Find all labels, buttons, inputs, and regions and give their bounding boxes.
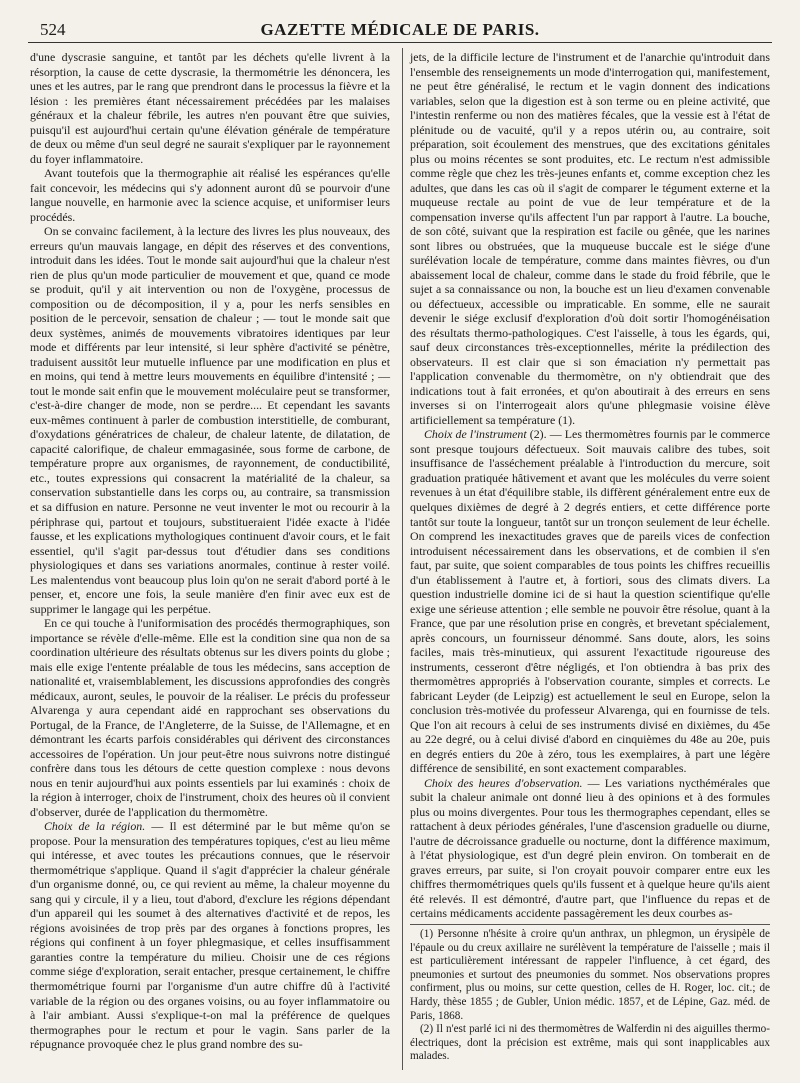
paragraph: d'une dyscrasie sanguine, et tantôt par les déchets qu'elle livrent à la résorption, la cause de cette dyscrasie, la thermométrie les dénoncera, les unes et les autres, par le rang que prendront dans le processus la fièvre et la lésion : les premières étant nécessairement précédées par les malaises généraux et la chaleur fébrile, les autres n'en pouvant être que suivies, puisqu'il est aujourd'hui certain qu'une élévation générale de température de deux ou même d'un seul degré ne saurait s'expliquer par le rayonnement du foyer inflammatoire. [30,50,390,166]
paragraph-text: — Les variations nycthémérales que subit la chaleur animale ont donné lieu à des opinions et à des formules plus ou moins divergentes. Pour tous les thermographes cependant, elles se rattachent à deux périodes générales, l'une d'ascension graduelle ou diurne, l'autre de décroissance graduelle ou nocturne, dont la différence maximum, à l'état physiologique, est d'un degré plein environ. On tomberait en de graves erreurs, par suite, si l'on croyait pouvoir comparer entre eux les chiffres thermométriques quels qu'ils fussent et à quelque heure qu'ils aient été relevés. Il est démontré, d'autre part, que l'influence du repas et de certains médicaments accidente passagèrement les deux courbes as- [410,775,770,921]
paragraph: jets, de la difficile lecture de l'instrument et de l'anarchie qu'introduit dans l'ensemble des renseignements un mode d'interrogation qui, manifestement, ne peut être généralisé, le rectum et le vagin donnent des indications variables, selon que la digestion est à son terme ou en pleine activité, que l'intestin renferme ou non des matières fécales, que la vessie est à l'état de plénitude ou de vacuité, qu'il y a repos utérin ou, au contraire, soit préparation, soit écoulement des menstrues, que des excitations génitales plus ou moins récentes se sont produites, etc. Le rectum n'est admissible comme règle que chez les très-jeunes enfants et, comme exception chez les adultes, que dans les cas où il s'agit de comparer le tégument externe et la muqueuse rectale au point de vue de leur température et de la compensation inverse qu'ils affectent l'un par rapport à l'autre. La bouche, de son côté, suivant que la respiration est facile ou gênée, que les narines sont libres ou obstruées, que la muqueuse buccale est le siége d'une surélévation locale de température, comme dans maintes fièvres, ou d'un abaissement local de chaleur, comme dans le stade du froid fébrile, que le sujet a sa connaissance ou non, la bouche est un lieu d'examen convenable ou défectueux, accessible ou impraticable. En somme, elle ne saurait devenir le siége exclusif d'exploration d'où doit sortir l'homogénéisation des résultats thermo-pathologiques. C'est l'aisselle, à tous les égards, qui, sauf deux circonstances très-exceptionnelles, mérite la prédilection des observateurs. Il est clair que si son émaciation n'y permettait pas l'application convenable du thermomètre, on n'y obtiendrait que des indications tout à fait erronées, et qu'on aboutirait à des erreurs en sens inverses si on l'interrogeait alors qu'une phlegmasie voisine élève artificiellement sa température (1). [410,50,770,427]
section-heading: Choix de la région. [44,819,146,834]
column-divider [402,48,403,1070]
section-heading: Choix des heures d'observation. [424,775,583,790]
section-heading: Choix de l'instrument [424,427,527,442]
footnote: (2) Il n'est parlé ici ni des thermomètres de Walferdin ni des aiguilles thermo-électriques, dont la précision est extrême, mais qui sont inapplicables aux malades. [410,1023,770,1063]
footnote: (1) Personne n'hésite à croire qu'un anthrax, un phlegmon, un érysipèle de l'épaule ou du creux axillaire ne surélèvent la température de l'aisselle ; mais il est particulièrement intéressant de rappeler l'influence, à cet égard, des pneumonies et surtout des pneumonies du sommet. Nos observations propres confirment, plus ou moins, sur cette question, celles de H. Roger, loc. cit.; de Hardy, thèse 1855 ; de Gubler, Union médic. 1857, et de Lépine, Gaz. méd. de Paris, 1868. [410,927,770,1022]
right-column [410,50,770,1080]
page-header [28,12,772,43]
page-number: 524 [40,20,66,39]
paragraph-text: — Il est déterminé par le but même qu'on se propose. Pour la mensuration des températures topiques, c'est au lieu même qui intéresse, et avec toutes les précautions connues, que le réservoir thermométrique s'applique. Quand il s'agit d'apprécier la chaleur générale d'un organisme donné, ou, ce qui revient au même, la chaleur moyenne du sang qui y circule, il y a lieu, tout d'abord, d'exclure les régions dépendant d'un appareil qui les soumet à des alternatives d'activité et de repos, les régions avoisinées de trop près par des organes à fonctions propres, les régions qui confinent à un foyer phlegmasique, et celles insuffisamment garanties contre la température du milieu. Choisir une de ces régions comme siége d'exploration, serait entacher, presque certainement, le chiffre thermométrique fourni par l'organisme d'un autre chiffre dû à l'activité variable de la région ou des organes voisins, ou au foyer inflammatoire ou à l'air ambiant. Aussi s'explique-t-on mal la préférence de quelques thermographes pour le rectum et pour le vagin. Sans parler de la répugnance provoquée chez le plus grand nombre des su- [30,819,391,1052]
paragraph: En ce qui touche à l'uniformisation des procédés thermographiques, son importance se révèle d'elle-même. Elle est la condition sine qua non de sa coordination ultérieure des résultats obtenus sur les divers points du globe ; mais elle exige l'entente préalable de tous les médecins, sans acception de nationalité et, vraisemblablement, les discussions approfondies des congrès médicaux, auront, seules, le pouvoir de la réaliser. Le précis du professeur Alvarenga y aura cependant aidé en rapprochant ses observations du Portugal, de la France, de l'Angleterre, de la Suisse, de l'Allemagne, et en démontrant les écarts parfois considérables qui dérivent des circonstances accessoires de l'opération. Un jour peut-être nous suivrons notre distingué confrère dans tous les détours de cette question complexe : nous devons nous en tenir aujourd'hui aux points essentiels par lui examinés : choix de la région à interroger, choix de l'instrument, choix des heures où il convient d'observer, durée de l'application du thermomètre. [30,616,390,819]
section-paragraph-region [30,819,390,1051]
left-column [30,50,390,1080]
section-paragraph-instrument [410,427,770,775]
section-paragraph-hours [410,776,770,921]
paragraph: Avant toutefois que la thermographie ait réalisé les espérances qu'elle fait concevoir, les médecins qui s'y adonnent auront dû se pourvoir d'une langue nouvelle, en harmonie avec la science acquise, et uniformiser leurs procédés. [30,166,390,224]
journal-title: GAZETTE MÉDICALE DE PARIS. [260,20,540,39]
paragraph-text: (2). — Les thermomètres fournis par le commerce sont presque toujours défectueux. Soit mauvais calibre des tubes, soit insuffisance de l'asséchement préalable à l'introduction du mercure, soit graduation pratiquée hâtivement et avant que les molécules du verre soient revenues à un état d'équilibre stable, ils diffèrent généralement entre eux de quelques dixièmes de degré à 2 degrés entiers, et cette différence porte tantôt sur toute la longueur, tantôt sur un tronçon seulement de leur échelle. On comprend les inexactitudes graves que de pareils vices de confection introduisent nécessairement dans les observations, et de combien il s'en faut, par suite, que soient comparables de tous points les chiffres recueillis d'un établissement à l'autre et, à fortiori, sous des climats divers. La question industrielle domine ici de si haut la question scientifique qu'elle exige une sérieuse attention ; elle semble ne pouvoir être résolue, quant à la France, que par une résolution prise en congrès, et brevetant spécialement, après concours, un fournisseur dénommé. Sans doute, alors, les soins faciles, mais très-minutieux, qui assurent l'exactitude rigoureuse des instruments, cesseront d'être négligés, et l'on obtiendra à bas prix des thermomètres appropriés à l'observation courante, simples et corrects. Le fabricant Leyder (de Leipzig) est actuellement le seul en Europe, selon la conclusion très-motivée du professeur Alvarenga, qui en fournisse de tels. Que l'on ait recours à celui de ses instruments divisé en dixièmes, du 45e au 22e degré, ou à celui divisé d'abord en cinquièmes du 48e au 20e, puis en degrés entiers du 20e à zéro, tous les exemplaires, à part une légère différence de sensibilité, en sont exactement comparables. [410,427,770,776]
paragraph: On se convainc facilement, à la lecture des livres les plus nouveaux, des erreurs qu'un mauvais langage, en dépit des réserves et des conventions, introduit dans les idées. Tout le monde sait aujourd'hui que la chaleur n'est rien de plus qu'un mode particulier de mouvement et que, quand ce mode se produit, qu'il y ait intervention ou non de l'oxygène, processus de composition ou de décomposition, il y a, pour les nerfs sensibles en position de le percevoir, sensation de chaleur ; — tout le monde sait que deux systèmes, animés de mouvements vibratoires identiques par leur mode et différents par leur intensité, si leur sphère d'activité se pénètre, traduisent aussitôt leur mutuelle influence par une modification en plus et en moins, qui tend à mettre leurs mouvements en équilibre d'intensité ; — tout le monde sait enfin que le mouvement moléculaire peut se transformer, c'est-à-dire changer de mode, non se perdre.... Et cependant les savants eux-mêmes continuent à parler de combustion interstitielle, de comburant, d'oxydations génératrices de chaleur, de chaleur latente, de dilatation, de capacité calorifique, de chaleur emmagasinée, sous forme de carbone, de température propre aux organismes, de rayonnement, de conductibilité, etc., toutes expressions qui consacrent la matérialité de la chaleur, sa conservation substantielle dans les corps ou, au contraire, sa transmission et sa diffusion en nature. Personne ne veut inventer le mot ou recourir à la périphrase qui, partout et toujours, substitueraient l'idée exacte à l'idée fausse, et les explications mythologiques continuent d'avoir cours, et le fait essentiel, qu'il s'agit par-dessus tout d'étudier dans ses conditions physiologiques et dans ses variations anormales, continue à rester voilé. Les malentendus vont beaucoup plus loin qu'on ne serait d'abord porté à le penser, et, encore une fois, la seule manière d'en finir avec eux est de supprimer le langage qui les perpétue. [30,224,390,616]
footnotes [410,924,770,1064]
